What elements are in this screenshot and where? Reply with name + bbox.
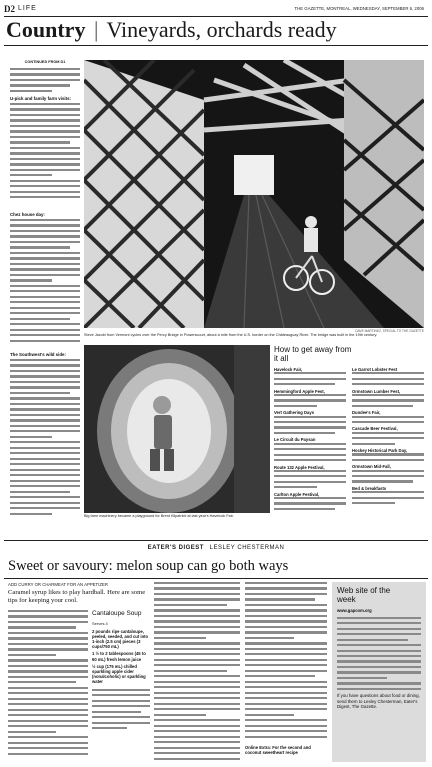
- add-curry-kicker: ADD CURRY OR CHARMEAT FOR AN APPETIZER: [8, 582, 108, 587]
- sidebar-col-1: [274, 367, 346, 513]
- web-site-box: [332, 582, 426, 762]
- continued-label: CONTINUED FROM D1: [24, 60, 66, 64]
- sidebar-col-2: [352, 367, 424, 508]
- web-box-title: Web site of the week: [337, 586, 391, 605]
- sidebar-item: Hemmingford Apple Fest,: [274, 388, 325, 394]
- web-box-footer: If you have questions about food or dining, send them to Lesley Chesterman, Eater's Digest, The Gazette.: [337, 693, 420, 710]
- sidebar-item: Hockey Historical Park Day,: [352, 448, 408, 454]
- eaters-col-4: [245, 582, 327, 741]
- left-subhead-upick: U-pick and family farm visits:: [10, 96, 71, 101]
- left-subhead-chez: Chez house day:: [10, 212, 45, 217]
- sidebar-item: Dundee's Fair,: [352, 410, 381, 416]
- recipe-ingredient: ½ cup (175 mL) chilled sparkling apple cider (nonalcoholic) or sparkling water: [92, 663, 146, 685]
- sidebar-item: Havelock Fair,: [274, 367, 303, 372]
- eaters-digest-bar: [4, 543, 428, 553]
- masthead: [4, 4, 428, 16]
- sidebar-item: Carlton Apple Festival,: [274, 491, 320, 497]
- eaters-digest-author: LESLEY CHESTERMAN: [209, 545, 285, 551]
- sidebar-item: Bed & breakfasts: [352, 485, 387, 491]
- photo-farm-machinery: [84, 345, 270, 513]
- photo2-caption: Big farm machinery became a playground for Brent Kilpatrick at last year's Havelock Fair.: [84, 514, 234, 518]
- web-box-url: www.gapcom.org: [337, 608, 372, 614]
- headline-rule: [4, 45, 428, 46]
- recipe-box: [92, 610, 150, 762]
- sidebar-title: How to get away from it all: [274, 345, 352, 363]
- sidebar-getaway: [274, 345, 424, 523]
- sidebar-item: Ormstown Lumber Fest,: [352, 388, 401, 394]
- eaters-digest-label: EATER'S DIGEST: [147, 545, 204, 551]
- headline-vineyards: Vineyards, orchards ready: [106, 17, 337, 42]
- left-text-block-3: [10, 219, 80, 345]
- recipe-ingredient: 2 pounds ripe cantaloupe, peeled, seeded, and cut into 1-inch (2.5 cm) pieces (3 cups/750 mL): [92, 628, 149, 650]
- sidebar-item: Ormstown Mid-Fall,: [352, 464, 391, 470]
- left-text-block-2: [10, 103, 80, 202]
- eaters-digest-rule: [4, 578, 428, 579]
- recipe-ingredient: 1 ½ to 2 tablespoons (45 to 60 mL) fresh lemon juice: [92, 651, 146, 662]
- page-headline: [6, 17, 428, 43]
- paper-info: THE GAZETTE, MONTREAL, WEDNESDAY, SEPTEMBER 6, 2006: [294, 6, 424, 11]
- photo1-credit: DAVE MARTINEZ, SPECIAL TO THE GAZETTE: [355, 329, 424, 333]
- sidebar-item: Le Circuit du Paysan: [274, 437, 316, 443]
- sidebar-item: Le Garrot Lobster Fest: [352, 367, 398, 372]
- caramel-subhead: Caramel syrup likes to play hardball. Here are some tips for keeping your cool.: [8, 589, 146, 604]
- recipe-title: Cantaloupe Soup: [92, 610, 142, 617]
- page-number: D2: [4, 4, 15, 14]
- farm-machinery-illustration: [84, 345, 270, 513]
- photo-covered-bridge: [84, 60, 424, 328]
- left-text-block-4: [10, 359, 80, 518]
- eaters-col-1: [8, 610, 88, 758]
- online-extra: Online Extra: For the second and coconut sweetheart recipe: [245, 745, 311, 756]
- sidebar-item: Route 132 Apple Festival,: [274, 464, 325, 470]
- eaters-digest-headline: Sweet or savoury: melon soup can go both ways: [8, 558, 289, 574]
- covered-bridge-illustration: [84, 60, 424, 328]
- left-column: [10, 60, 80, 520]
- left-subhead-southwest: The Southwest's wild side:: [10, 352, 66, 357]
- headline-divider: |: [93, 17, 99, 42]
- headline-country: Country: [6, 17, 86, 42]
- sidebar-item: Vert Gathering Days: [274, 410, 315, 416]
- photo1-caption: Steve Jacobi from Vermont cycles over the Percy Bridge in Powerscourt, about a mile from the U.S. border on the Châteauguay River. The bridge was built in the 19th century.: [84, 333, 378, 337]
- left-text-block-1: [10, 68, 80, 95]
- section-name: LIFE: [18, 5, 37, 12]
- recipe-serves: Serves 4: [92, 620, 108, 626]
- eaters-col-3: [154, 582, 240, 763]
- eaters-digest-top-rule: [4, 540, 428, 541]
- sidebar-item: Cascade Beer Festival,: [352, 426, 398, 432]
